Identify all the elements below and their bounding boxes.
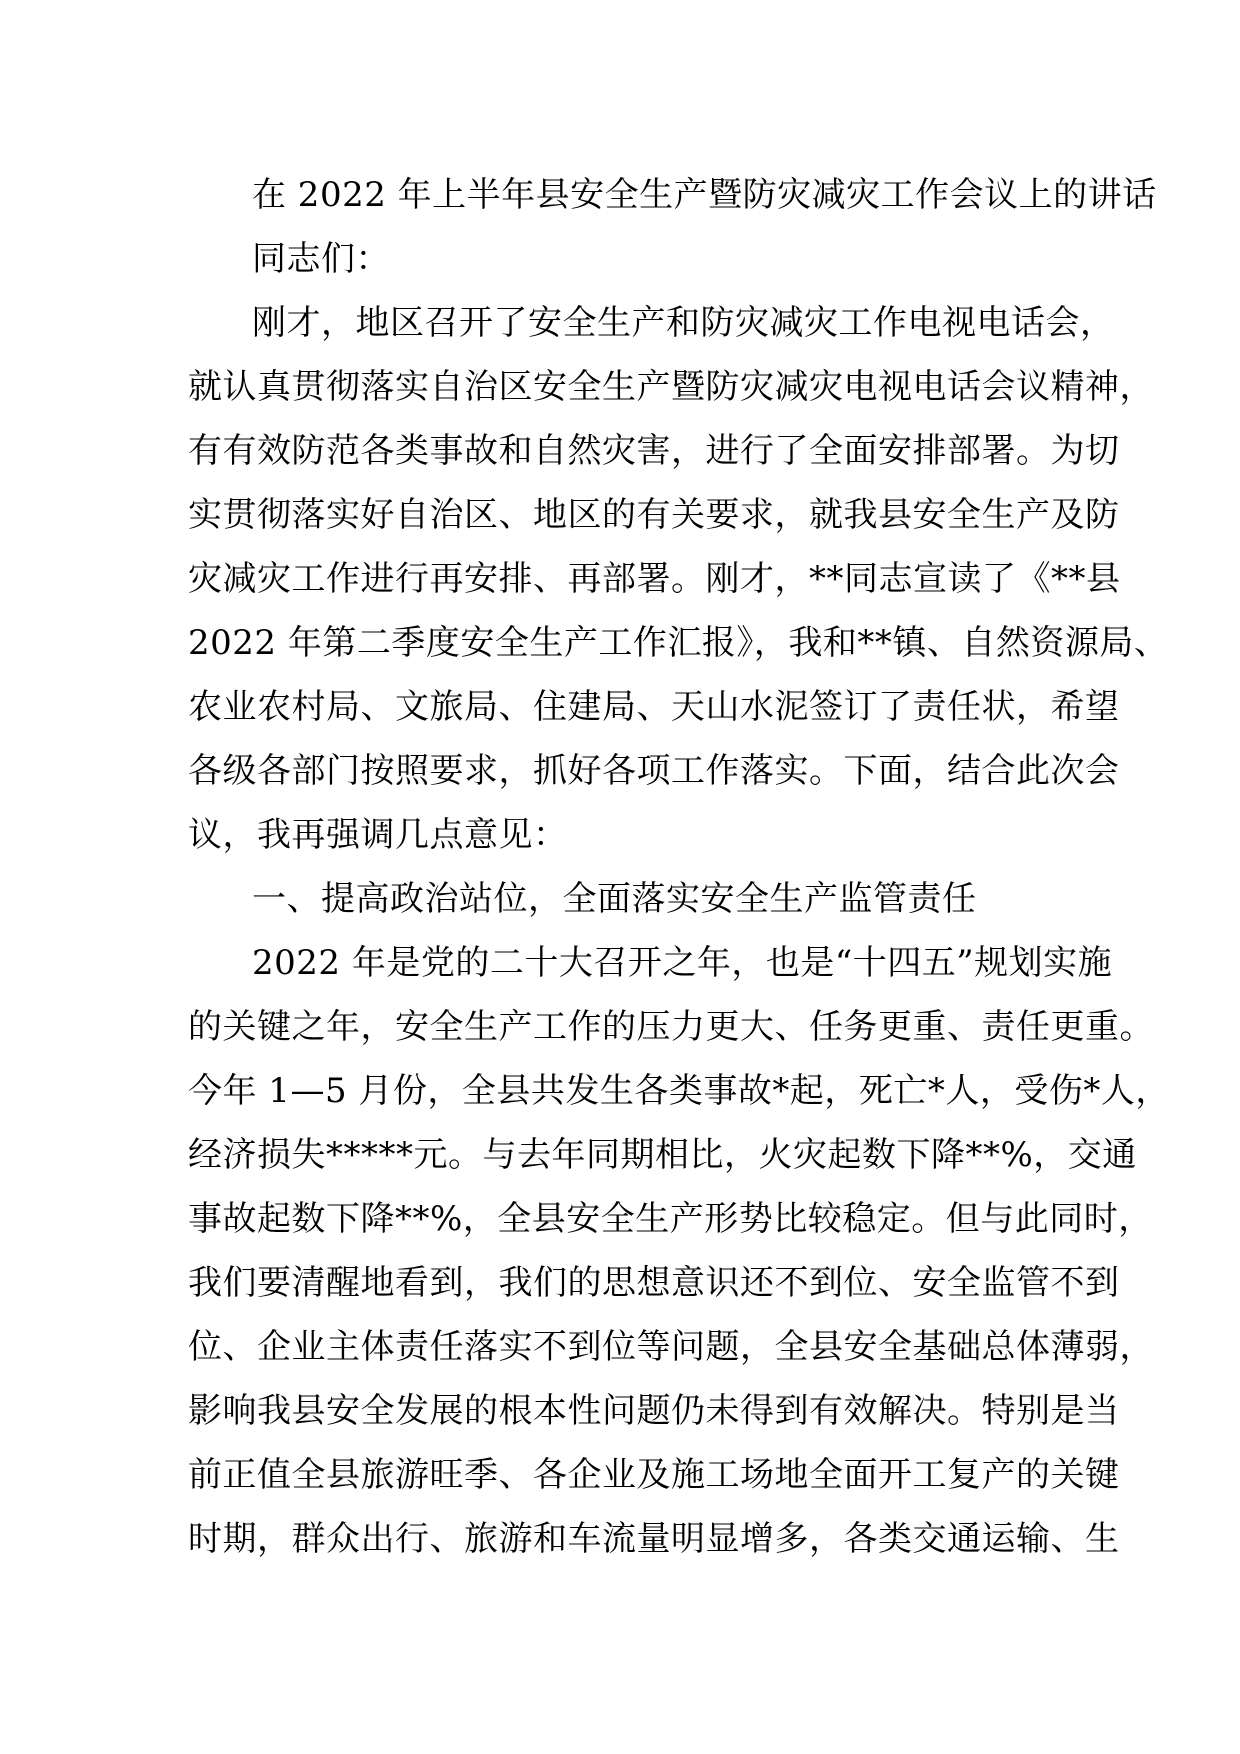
paragraph-line: 各级各部门按照要求，抓好各项工作落实。下面，结合此次会 — [188, 751, 1120, 791]
paragraph-line: 经济损失*****元。与去年同期相比，火灾起数下降**%，交通 — [188, 1135, 1137, 1175]
paragraph-line: 就认真贯彻落实自治区安全生产暨防灾减灾电视电话会议精神， — [188, 367, 1154, 407]
section-heading: 一、提高政治站位，全面落实安全生产监管责任 — [252, 879, 977, 919]
paragraph-line: 灾减灾工作进行再安排、再部署。刚才，**同志宣读了《**县 — [188, 559, 1121, 599]
paragraph-line: 2022 年第二季度安全生产工作汇报》，我和**镇、自然资源局、 — [188, 623, 1169, 663]
paragraph-line: 事故起数下降**%，全县安全生产形势比较稳定。但与此同时， — [188, 1199, 1153, 1239]
paragraph-line: 议，我再强调几点意见： — [188, 815, 568, 855]
paragraph-line: 2022 年是党的二十大召开之年，也是“十四五”规划实施 — [252, 943, 1113, 983]
paragraph-line: 实贯彻落实好自治区、地区的有关要求，就我县安全生产及防 — [188, 495, 1120, 535]
paragraph-line: 的关键之年，安全生产工作的压力更大、任务更重、责任更重。 — [188, 1007, 1154, 1047]
paragraph-line: 我们要清醒地看到，我们的思想意识还不到位、安全监管不到 — [188, 1263, 1120, 1303]
paragraph-line: 刚才，地区召开了安全生产和防灾减灾工作电视电话会， — [252, 303, 1115, 343]
document-title: 在 2022 年上半年县安全生产暨防灾减灾工作会议上的讲话 — [252, 175, 1157, 215]
paragraph-line: 影响我县安全发展的根本性问题仍未得到有效解决。特别是当 — [188, 1391, 1120, 1431]
paragraph-line: 位、企业主体责任落实不到位等问题，全县安全基础总体薄弱， — [188, 1327, 1154, 1367]
salutation: 同志们： — [252, 239, 390, 279]
paragraph-line: 今年 1—5 月份，全县共发生各类事故*起，死亡*人，受伤*人， — [188, 1071, 1170, 1111]
paragraph-line: 时期，群众出行、旅游和车流量明显增多，各类交通运输、生 — [188, 1519, 1120, 1559]
paragraph-line: 前正值全县旅游旺季、各企业及施工场地全面开工复产的关键 — [188, 1455, 1120, 1495]
paragraph-line: 有有效防范各类事故和自然灾害，进行了全面安排部署。为切 — [188, 431, 1120, 471]
paragraph-line: 农业农村局、文旅局、住建局、天山水泥签订了责任状，希望 — [188, 687, 1120, 727]
